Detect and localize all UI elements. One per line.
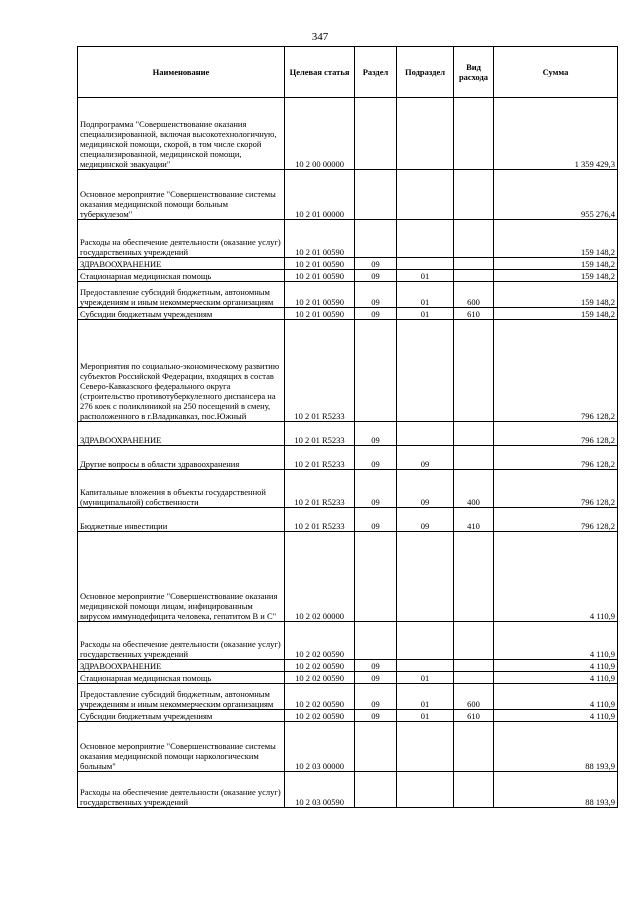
table-row [78, 320, 618, 422]
row-name: Другие вопросы в области здравоохранения [78, 446, 285, 470]
row-name: Основное мероприятие "Совершенствование системы оказания медицинской помощи наркологическим больным" [78, 722, 285, 772]
row-name: Расходы на обеспечение деятельности (оказание услуг) государственных учреждений [78, 220, 285, 258]
row-amount: 955 276,4 [494, 170, 618, 220]
row-article: 10 2 02 00590 [285, 684, 355, 710]
row-expense-type [454, 98, 494, 170]
row-name: Предоставление субсидий бюджетным, автономным учреждениям и иным некоммерческим организациям [78, 684, 285, 710]
row-name: Стационарная медицинская помощь [78, 270, 285, 282]
column-header-article: Целевая статья [285, 47, 355, 98]
row-subsection [397, 660, 454, 672]
column-header-expense-type: Вид расхода [454, 47, 494, 98]
table-row [78, 660, 618, 672]
table-row [78, 772, 618, 808]
row-amount: 159 148,2 [494, 220, 618, 258]
row-amount: 159 148,2 [494, 258, 618, 270]
row-subsection: 01 [397, 710, 454, 722]
row-expense-type [454, 672, 494, 684]
row-article: 10 2 02 00590 [285, 672, 355, 684]
row-article: 10 2 01 R5233 [285, 508, 355, 532]
row-expense-type [454, 320, 494, 422]
row-amount: 4 110,9 [494, 684, 618, 710]
table-row [78, 672, 618, 684]
row-article: 10 2 02 00590 [285, 660, 355, 672]
row-expense-type: 610 [454, 308, 494, 320]
row-expense-type [454, 422, 494, 446]
row-subsection [397, 170, 454, 220]
row-expense-type [454, 660, 494, 672]
row-article: 10 2 02 00590 [285, 710, 355, 722]
table-row [78, 710, 618, 722]
table-row [78, 622, 618, 660]
row-name: Предоставление субсидий бюджетным, автономным учреждениям и иным некоммерческим организациям [78, 282, 285, 308]
table-row [78, 258, 618, 270]
row-section [355, 622, 397, 660]
row-name: ЗДРАВООХРАНЕНИЕ [78, 258, 285, 270]
row-amount: 796 128,2 [494, 508, 618, 532]
row-name: Субсидии бюджетным учреждениям [78, 308, 285, 320]
row-amount: 159 148,2 [494, 308, 618, 320]
row-expense-type [454, 622, 494, 660]
row-name: Расходы на обеспечение деятельности (оказание услуг) государственных учреждений [78, 622, 285, 660]
row-name: Субсидии бюджетным учреждениям [78, 710, 285, 722]
row-expense-type [454, 170, 494, 220]
row-article: 10 2 01 00590 [285, 258, 355, 270]
table-row [78, 446, 618, 470]
row-section [355, 170, 397, 220]
row-expense-type [454, 446, 494, 470]
table-row [78, 422, 618, 446]
row-article: 10 2 01 00590 [285, 282, 355, 308]
row-section: 09 [355, 270, 397, 282]
row-expense-type [454, 532, 494, 622]
row-subsection [397, 220, 454, 258]
row-section [355, 722, 397, 772]
row-subsection: 01 [397, 270, 454, 282]
row-expense-type [454, 270, 494, 282]
table-row [78, 722, 618, 772]
row-amount: 1 359 429,3 [494, 98, 618, 170]
row-subsection: 01 [397, 282, 454, 308]
row-section: 09 [355, 446, 397, 470]
table-row [78, 508, 618, 532]
row-section: 09 [355, 470, 397, 508]
row-section: 09 [355, 282, 397, 308]
row-subsection: 01 [397, 684, 454, 710]
row-name: ЗДРАВООХРАНЕНИЕ [78, 422, 285, 446]
row-article: 10 2 01 00590 [285, 270, 355, 282]
row-amount: 159 148,2 [494, 282, 618, 308]
row-article: 10 2 01 R5233 [285, 470, 355, 508]
row-article: 10 2 01 00000 [285, 170, 355, 220]
row-subsection [397, 772, 454, 808]
row-section: 09 [355, 672, 397, 684]
row-amount: 4 110,9 [494, 622, 618, 660]
row-subsection: 01 [397, 308, 454, 320]
table-row [78, 470, 618, 508]
row-name: Основное мероприятие "Совершенствование оказания медицинской помощи лицам, инфицированным вирусом иммунодефицита человека, гепатитом В и С" [78, 532, 285, 622]
row-subsection [397, 98, 454, 170]
row-subsection [397, 722, 454, 772]
row-section: 09 [355, 684, 397, 710]
row-amount: 796 128,2 [494, 422, 618, 446]
row-subsection [397, 320, 454, 422]
budget-table [77, 46, 618, 808]
row-amount: 4 110,9 [494, 672, 618, 684]
row-section [355, 320, 397, 422]
table-body [78, 98, 618, 808]
row-article: 10 2 02 00590 [285, 622, 355, 660]
row-section: 09 [355, 258, 397, 270]
table-row [78, 282, 618, 308]
row-amount: 796 128,2 [494, 470, 618, 508]
table-row [78, 170, 618, 220]
row-article: 10 2 03 00000 [285, 722, 355, 772]
row-article: 10 2 01 R5233 [285, 422, 355, 446]
row-section: 09 [355, 508, 397, 532]
row-amount: 88 193,9 [494, 722, 618, 772]
row-amount: 159 148,2 [494, 270, 618, 282]
row-expense-type: 600 [454, 282, 494, 308]
row-expense-type: 610 [454, 710, 494, 722]
row-article: 10 2 03 00590 [285, 772, 355, 808]
row-subsection [397, 422, 454, 446]
table-header-row [78, 47, 618, 98]
row-name: Расходы на обеспечение деятельности (оказание услуг) государственных учреждений [78, 772, 285, 808]
row-article: 10 2 01 R5233 [285, 446, 355, 470]
row-name: Стационарная медицинская помощь [78, 672, 285, 684]
row-amount: 4 110,9 [494, 710, 618, 722]
row-expense-type [454, 722, 494, 772]
column-header-section: Раздел [355, 47, 397, 98]
row-subsection: 09 [397, 446, 454, 470]
row-name: Основное мероприятие "Совершенствование системы оказания медицинской помощи больным туберкулезом" [78, 170, 285, 220]
row-section: 09 [355, 422, 397, 446]
row-expense-type [454, 258, 494, 270]
row-section: 09 [355, 660, 397, 672]
row-amount: 4 110,9 [494, 660, 618, 672]
row-subsection: 01 [397, 672, 454, 684]
row-article: 10 2 00 00000 [285, 98, 355, 170]
row-section [355, 532, 397, 622]
table-row [78, 308, 618, 320]
row-amount: 796 128,2 [494, 320, 618, 422]
page-number: 347 [311, 31, 329, 43]
table-row [78, 270, 618, 282]
row-article: 10 2 01 00590 [285, 220, 355, 258]
row-section [355, 772, 397, 808]
row-subsection [397, 258, 454, 270]
row-expense-type [454, 220, 494, 258]
row-expense-type: 400 [454, 470, 494, 508]
row-name: Капитальные вложения в объекты государственной (муниципальной) собственности [78, 470, 285, 508]
row-section [355, 220, 397, 258]
table-row [78, 98, 618, 170]
row-name: Бюджетные инвестиции [78, 508, 285, 532]
row-expense-type [454, 772, 494, 808]
row-amount: 4 110,9 [494, 532, 618, 622]
row-name: Мероприятия по социально-экономическому развитию субъектов Российской Федерации, входящих в состав Северо-Кавказского федерального округа (строительство противотуберкулезного диспансера на 276 коек с поликлиникой на 250 посещений в смену, расположенного в г.Владикавказ, пос.Южный [78, 320, 285, 422]
column-header-amount: Сумма [494, 47, 618, 98]
row-subsection [397, 532, 454, 622]
row-expense-type: 410 [454, 508, 494, 532]
table-row [78, 532, 618, 622]
column-header-subsection: Подраздел [397, 47, 454, 98]
row-amount: 796 128,2 [494, 446, 618, 470]
row-section [355, 98, 397, 170]
row-amount: 88 193,9 [494, 772, 618, 808]
row-subsection: 09 [397, 508, 454, 532]
row-expense-type: 600 [454, 684, 494, 710]
row-section: 09 [355, 308, 397, 320]
row-article: 10 2 01 R5233 [285, 320, 355, 422]
column-header-name: Наименование [78, 47, 285, 98]
table-row [78, 220, 618, 258]
row-name: Подпрограмма "Совершенствование оказания специализированной, включая высокотехнологичную, медицинской помощи, скорой, в том числе скорой специализированной, медицинской помощи, медицинской эвакуации" [78, 98, 285, 170]
row-article: 10 2 02 00000 [285, 532, 355, 622]
row-section: 09 [355, 710, 397, 722]
row-article: 10 2 01 00590 [285, 308, 355, 320]
row-name: ЗДРАВООХРАНЕНИЕ [78, 660, 285, 672]
row-subsection [397, 622, 454, 660]
row-subsection: 09 [397, 470, 454, 508]
table-row [78, 684, 618, 710]
